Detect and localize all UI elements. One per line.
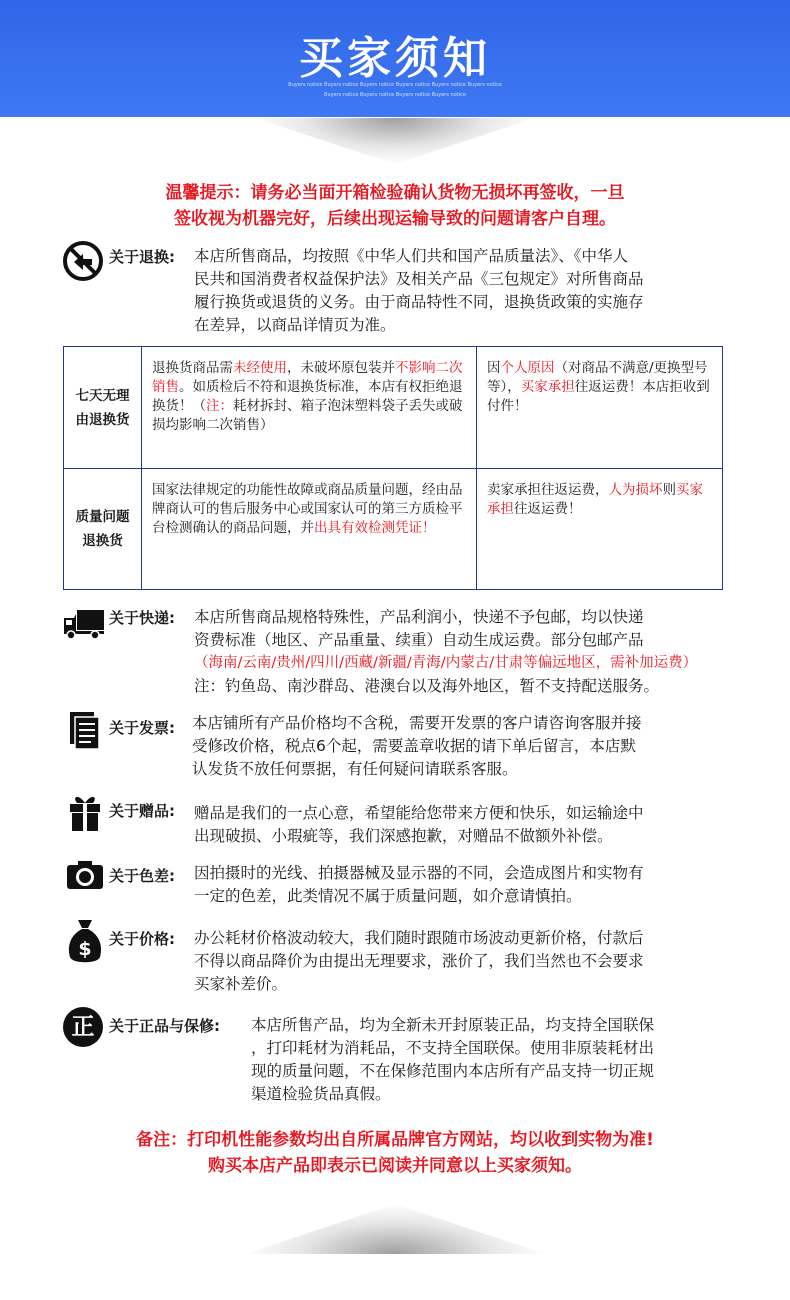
section-title: 关于发票:	[109, 719, 175, 737]
table-row	[64, 469, 723, 590]
body-line: 本店所售商品规格特殊性，产品利润小，快递不予包邮，均以快递	[194, 608, 644, 626]
header-banner	[0, 0, 790, 117]
body-line: 本店所售产品，均为全新未开封原装正品，均支持全国联保	[251, 1016, 655, 1034]
money-bag-icon	[67, 917, 103, 967]
cell-highlight: 个人原因	[500, 360, 555, 376]
label-line: 质量问题	[75, 509, 130, 525]
row-label	[64, 469, 142, 590]
section-body	[192, 712, 642, 781]
cell-text: （对商品不满意/更换型号等），	[487, 360, 708, 395]
cell-highlight: 注：	[206, 398, 233, 414]
body-line: 认发货不放任何票据，有任何疑问请联系客服。	[192, 760, 518, 778]
cell-text: 耗材拆封、箱子泡沫塑料袋子丢失或破损均影响二次销售）	[152, 398, 463, 433]
cell-highlight: 买家承担	[520, 379, 575, 395]
invoice-icon	[67, 710, 101, 752]
section-title: 关于正品与保修:	[109, 1017, 220, 1035]
decorative-shadow	[245, 1204, 545, 1254]
section-title: 关于快递:	[109, 609, 175, 627]
cell-text: 卖家承担往返运费，	[487, 482, 609, 498]
authentic-icon: 正	[63, 1007, 103, 1047]
gift-icon	[68, 793, 102, 835]
body-line: 渠道检验货品真假。	[251, 1085, 391, 1103]
table-cell	[142, 347, 477, 469]
cell-text: ，未破坏原包装并	[287, 360, 395, 376]
section-body	[251, 1014, 654, 1106]
body-line: 本店所售商品，均按照《中华人们共和国产品质量法》、《中华人	[194, 247, 629, 265]
decorative-shadow	[255, 118, 535, 164]
cell-text: 。如质检后不符和退换货标准，本店有权拒绝退换货！（	[152, 379, 463, 414]
cell-text: 往返运费！本店拒收到付件！	[487, 379, 710, 414]
section-color-difference	[62, 855, 742, 907]
section-warranty	[62, 1004, 742, 1104]
section-body	[194, 802, 644, 848]
body-line: 注：钓鱼岛、南沙群岛、港澳台以及海外地区，暂不支持配送服务。	[194, 677, 660, 695]
body-line: 出现破损、小瑕疵等，我们深感抱歉，对赠品不做额外补偿。	[194, 827, 613, 845]
header-subtitle: Buyers notice Buyers notice Buyers notice Buyers notice Buyers notice Buyers notice	[288, 82, 502, 88]
cell-highlight: 未经使用	[233, 360, 287, 376]
body-line: 办公耗材价格波动较大，我们随时跟随市场波动更新价格，付款后	[194, 929, 644, 947]
cell-highlight: 出具有效检测凭证！	[314, 520, 436, 536]
camera-icon	[66, 855, 104, 897]
section-body	[194, 862, 644, 908]
header-subtitle: Buyers notice Buyers notice Buyers notice Buyers notice	[324, 92, 466, 98]
section-title: 关于价格:	[109, 930, 175, 948]
label-line: 由退换货	[75, 411, 130, 428]
page-title: 买家须知	[299, 33, 491, 84]
cell-highlight: 不影响二次销售	[152, 360, 463, 395]
no-return-icon	[62, 240, 104, 282]
body-line: 受修改价格，税点6个起，需要盖章收据的请下单后留言，本店默	[192, 737, 636, 755]
body-line: 一定的色差，此类情况不属于质量问题，如介意请慎拍。	[194, 887, 582, 905]
body-line: 买家补差价。	[194, 975, 288, 993]
row-label	[64, 347, 142, 469]
table-row	[64, 347, 723, 469]
footer-note: 购买本店产品即表示已阅读并同意以上买家须知。	[208, 1156, 582, 1176]
section-price	[62, 917, 742, 995]
body-line: 不得以商品降价为由提出无理要求，涨价了，我们当然也不会要求	[194, 952, 644, 970]
cell-text: 则	[662, 482, 676, 498]
table-cell	[142, 469, 477, 590]
body-line: 因拍摄时的光线、拍摄器械及显示器的不同，会造成图片和实物有	[194, 864, 644, 882]
table-cell	[477, 469, 723, 590]
section-title: 关于退换:	[109, 248, 175, 266]
cell-highlight: 人为损坏	[608, 482, 663, 498]
section-title: 关于赠品:	[109, 802, 175, 820]
section-body	[194, 606, 697, 698]
warning-line: 温馨提示：请务必当面开箱检验确认货物无损坏再签收，一旦	[165, 183, 625, 203]
section-body	[194, 927, 644, 996]
svg-text:$: $	[78, 938, 92, 960]
body-line: 在差异，以商品详情页为准。	[194, 316, 396, 334]
truck-icon	[62, 604, 106, 646]
section-shipping	[62, 604, 742, 698]
body-line: 履行换货或退货的义务。由于商品特性不同，退换货政策的实施存	[194, 293, 644, 311]
body-line: 本店铺所有产品价格均不含税，需要开发票的客户请咨询客服并接	[192, 714, 642, 732]
body-line-highlight: （海南/云南/贵州/四川/西藏/新疆/青海/内蒙古/甘肃等偏远地区，需补加运费）	[194, 655, 698, 671]
cell-text: 退换货商品需	[152, 360, 233, 376]
label-line: 退换货	[82, 533, 123, 549]
section-title: 关于色差:	[109, 867, 175, 885]
cell-highlight: 买家承担	[487, 482, 703, 517]
section-returns	[62, 238, 742, 338]
table-cell	[477, 347, 723, 469]
label-line: 七天无理	[75, 387, 130, 404]
footer-note: 备注：打印机性能参数均出自所属品牌官方网站，均以收到实物为准!	[136, 1130, 654, 1150]
body-line: 赠品是我们的一点心意，希望能给您带来方便和快乐，如运输途中	[194, 804, 644, 822]
body-line: ，打印耗材为消耗品，不支持全国联保。使用非原装耗材出	[251, 1039, 655, 1057]
cell-text: 往返运费！	[514, 501, 582, 517]
cell-text: 因	[487, 360, 501, 376]
body-line: 民共和国消费者权益保护法》及相关产品《三包规定》对所售商品	[194, 270, 644, 288]
section-gift	[62, 793, 742, 843]
return-policy-table	[63, 346, 723, 590]
warning-line: 签收视为机器完好，后续出现运输导致的问题请客户自理。	[174, 209, 616, 229]
section-body	[194, 245, 644, 337]
body-line: 资费标准（地区、产品重量、续重）自动生成运费。部分包邮产品	[194, 631, 644, 649]
section-invoice	[62, 710, 742, 782]
body-line: 现的质量问题，不在保修范围内本店所有产品支持一切正规	[251, 1062, 655, 1080]
cell-text: 国家法律规定的功能性故障或商品质量问题，经由品牌商认可的售后服务中心或国家认可的第三方质检平台检测确认的商品问题，并	[152, 482, 463, 536]
